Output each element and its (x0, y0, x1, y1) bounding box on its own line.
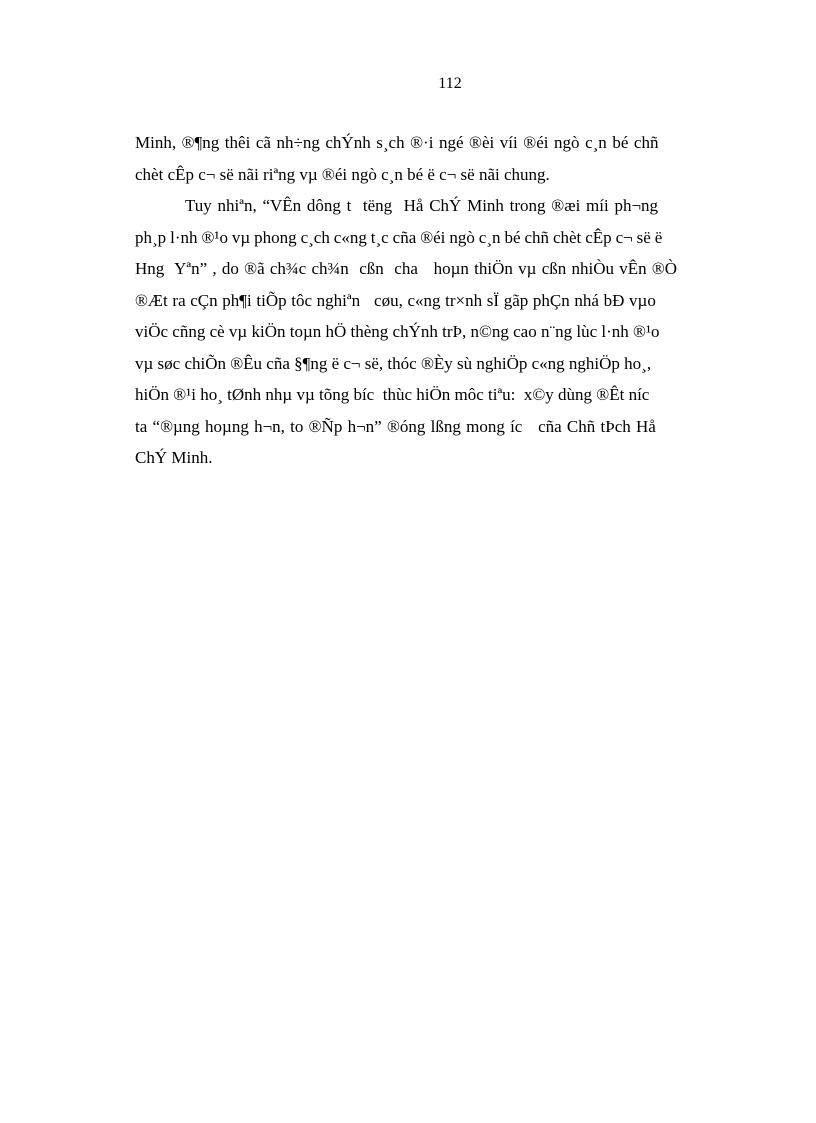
text-line-10: ta “®µng hoµng h¬n, to ®Ñp h¬n” ®óng lßng mong íc cña Chñ tÞch Hå (135, 417, 656, 436)
text-line-7: viÖc cñng cè vµ kiÖn toµn hÖ thèng chÝnh trÞ, n©ng cao n¨ng lùc l·nh ®¹o (135, 322, 660, 341)
text-line-1: Minh, ®¶ng thêi cã nh÷ng chÝnh s¸ch ®·i ngé ®èi víi ®éi ngò c¸n bé chñ (135, 133, 659, 152)
text-line-11: ChÝ Minh. (135, 448, 213, 467)
text-line-6: ®Æt ra cÇn ph¶i tiÕp tôc nghiªn cøu, c«ng tr×nh sÏ gãp phÇn nhá bÐ vµo (135, 291, 656, 310)
text-line-4: ph¸p l·nh ®¹o vµ phong c¸ch c«ng t¸c cña ®éi ngò c¸n bé chñ chèt cÊp c¬ së ë (135, 228, 663, 247)
text-line-2: chèt cÊp c¬ së nãi riªng vµ ®éi ngò c¸n bé ë c¬ së nãi chung. (135, 165, 550, 184)
text-line-9: hiÖn ®¹i ho¸ tØnh nhµ vµ tõng bíc thùc hiÖn môc tiªu: x©y dùng ®Êt níc (135, 385, 650, 404)
text-line-3: Tuy nhiªn, “VÊn dông t tëng Hå ChÝ Minh trong ®æi míi ph¬ng (185, 196, 659, 215)
page-number: 112 (438, 75, 462, 92)
text-line-8: vµ søc chiÕn ®Êu cña §¶ng ë c¬ së, thóc ®Èy sù nghiÖp c«ng nghiÖp ho¸, (135, 354, 652, 373)
text-line-5: Hng Yªn” , do ®ã ch¾c ch¾n cßn cha hoµn thiÖn vµ cßn nhiÒu vÊn ®Ò (135, 259, 678, 278)
